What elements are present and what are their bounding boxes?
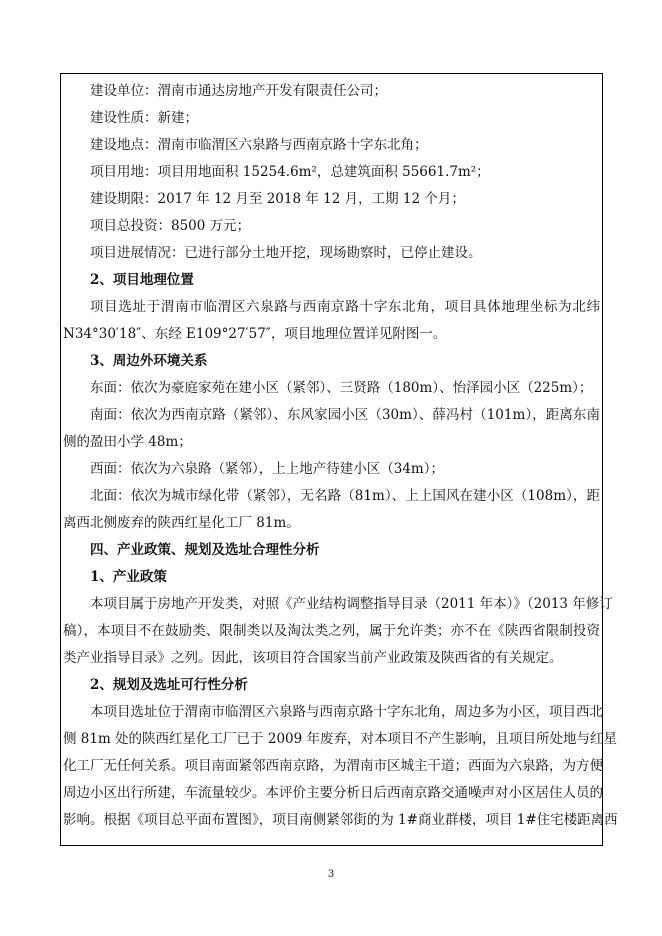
text-line: 建设期限：2017 年 12 月至 2018 年 12 月，工期 12 个月； — [90, 191, 465, 207]
text-line: 侧的盈田小学 48m； — [63, 434, 192, 450]
text-line: 西面：依次为六泉路（紧邻），上上地产待建小区（34m）； — [90, 461, 444, 477]
page-number: 3 — [327, 869, 335, 880]
text-line: 项目进展情况：已进行部分土地开挖，现场勘察时，已停止建设。 — [90, 245, 482, 261]
text-line: 影响。根据《项目总平面布置图》，项目南侧紧邻街的为 1#商业群楼，项目 1#住宅楼距离西 — [63, 812, 618, 828]
text-line: 侧 81m 处的陕西红星化工厂已于 2009 年废弃，对本项目不产生影响，且项目所处地与红星 — [63, 731, 617, 747]
chapter-heading: 四、产业政策、规划及选址合理性分析 — [90, 542, 320, 558]
section-heading: 1、产业政策 — [90, 569, 167, 585]
section-heading: 2、规划及选址可行性分析 — [90, 677, 248, 693]
text-line: 项目总投资：8500 万元； — [90, 218, 251, 234]
text-line: 稿），本项目不在鼓励类、限制类以及淘汰类之列，属于允许类；亦不在《陕西省限制投资 — [63, 623, 600, 639]
text-line: 离西北侧废弃的陕西红星化工厂 81m。 — [63, 515, 300, 531]
text-line: 类产业指导目录》之列。因此，该项目符合国家当前产业政策及陕西省的有关规定。 — [63, 650, 563, 666]
text-line: 南面：依次为西南京路（紧邻）、东风家园小区（30m）、薛冯村（101m），距离东南 — [90, 407, 600, 423]
text-line: 北面：依次为城市绿化带（紧邻），无名路（81m）、上上国风在建小区（108m），距 — [90, 488, 600, 504]
section-heading: 3、周边外环境关系 — [90, 353, 208, 369]
text-line: 建设单位：渭南市通达房地产开发有限责任公司； — [90, 83, 387, 99]
text-line: 项目选址于渭南市临渭区六泉路与西南京路十字东北角，项目具体地理坐标为北纬 — [90, 299, 600, 315]
text-line: 东面：依次为豪庭家苑在建小区（紧邻）、三贤路（180m）、怡泽园小区（225m）； — [90, 380, 593, 396]
section-heading: 2、项目地理位置 — [90, 272, 194, 288]
text-line: 化工厂无任何关系。项目南面紧邻西南京路，为渭南市区城主干道；西面为六泉路，为方便 — [63, 758, 603, 774]
text-line: 本项目属于房地产开发类，对照《产业结构调整指导目录（2011 年本）》（2013 年修订 — [90, 596, 613, 612]
text-line: N34°30′18″、东经 E109°27′57″，项目地理位置详见附图一。 — [63, 326, 447, 342]
text-line: 本项目选址位于渭南市临渭区六泉路与西南京路十字东北角，周边多为小区，项目西北 — [90, 704, 603, 720]
text-line: 建设性质：新建； — [90, 110, 198, 126]
text-line: 周边小区出行所建，车流量较少。本评价主要分析日后西南京路交通噪声对小区居住人员的 — [63, 785, 603, 801]
text-line: 建设地点：渭南市临渭区六泉路与西南京路十字东北角； — [90, 137, 428, 153]
text-line: 项目用地：项目用地面积 15254.6m²，总建筑面积 55661.7m²； — [90, 164, 490, 180]
